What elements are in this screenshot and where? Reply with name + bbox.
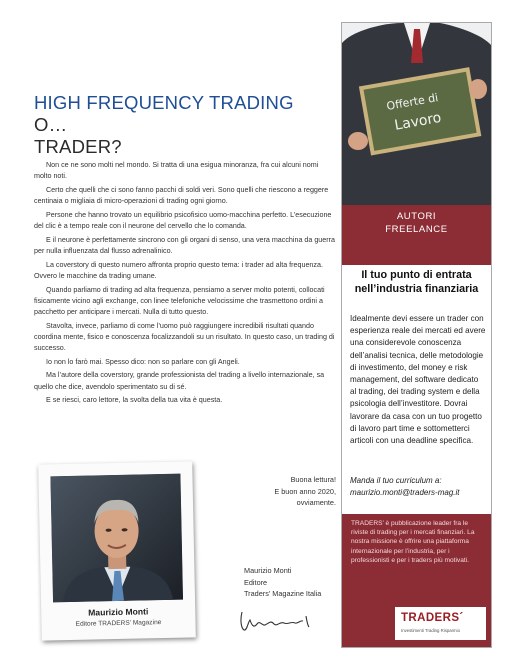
handwritten-signature <box>238 606 318 636</box>
ad-heading <box>348 268 485 296</box>
ad-heading-line2: nell’industria finanziaria <box>354 283 479 295</box>
article-paragraph: Quando parliamo di trading ad alta frequenza, pensiamo a server molto potenti, collocati fisicamente vicino agli exchange, con linee telefoniche velocissime che trasmettono ordini a pacchetto per anticipare i mercati. Nulla di tutto questo. <box>34 285 325 316</box>
signoff <box>240 474 336 509</box>
ad-heading-line1: Il tuo punto di entrata <box>361 269 472 281</box>
cta-label: Manda il tuo curriculum a: <box>350 476 442 485</box>
article-paragraph: Certo che quelli che ci sono fanno pacchi di soldi veri. Sono quelli che riescono a reggere centinaia o migliaia di micro-operazioni di trading ogni giorno. <box>34 185 329 206</box>
ad-cta <box>350 475 486 498</box>
article-paragraph: Non ce ne sono molti nel mondo. Si tratta di una esigua minoranza, fra cui alcuni nomi molto noti. <box>34 161 319 181</box>
article-body <box>34 160 337 409</box>
article-paragraph: Ma l’autore della coverstory, grande professionista del trading a livello internazionale, sa quello che dice, avendolo sperimentato su di sé. <box>34 371 325 391</box>
headline-highlight: HIGH FREQUENCY TRADING <box>34 92 294 113</box>
ad-photo <box>342 23 491 205</box>
ad-band <box>342 205 491 265</box>
headline-rest: O… <box>34 114 68 135</box>
photo-caption-role: Editore TRADERS’ Magazine <box>75 619 162 628</box>
headline-line2: TRADER? <box>34 136 122 157</box>
traders-logo <box>395 607 486 640</box>
traders-logo-tagline: Investimenti Trading Risparmio <box>401 628 460 633</box>
article-headline <box>34 92 324 158</box>
author-block <box>244 565 354 600</box>
ad-footer <box>342 514 491 647</box>
article-paragraph: Persone che hanno trovato un equilibrio psicofisico uomo-macchina perfetto. L’esecuzione del clic è a tempo reale con il neurone del cervello che lo comanda. <box>34 210 332 231</box>
job-ad <box>341 22 492 648</box>
article-paragraph: La coverstory di questo numero affronta proprio questo tema: i trader ad alta frequenza. Ovvero le macchine da trading umane. <box>34 260 323 280</box>
author-photo-card <box>38 461 196 640</box>
ad-footer-text: TRADERS’ è pubblicazione leader fra le riviste di trading per i mercati finanziari. La nostra missione è offrire una piattaforma internazionale per l’industria, per i professionisti e per i traders più motivati. <box>351 520 475 564</box>
cta-email-link[interactable]: maurizio.monti@traders-mag.it <box>350 487 460 497</box>
article-paragraph: E se riesci, caro lettore, la svolta della tua vita è questa. <box>46 396 223 405</box>
signoff-line: Buona lettura! <box>290 475 336 484</box>
author-role: Editore <box>244 577 268 587</box>
article-paragraph: Io non lo farò mai. Spesso dico: non so parlare con gli Angeli. <box>46 357 240 366</box>
author-publication: Traders’ Magazine Italia <box>244 589 322 598</box>
band-title-line1: AUTORI <box>396 211 437 222</box>
board-line2: Lavoro <box>393 109 443 134</box>
ad-body: Idealmente devi essere un trader con esperienza reale dei mercati ed avere una considerevole conoscenza dell’analisi tecnica, delle metodologie di investimento, del money e risk management, del software dedicato al trading, dei trading system e della psicologia dell’investitore. Dovrai lavorare da casa con un tuo progetto di lavoro part time e sottometterci articoli con una deadline specifica. <box>350 314 486 446</box>
article-paragraph: E il neurone è perfettamente sincrono con gli organi di senso, una vera macchina da guerra per nulla influenzata dal flusso adrenalinico. <box>34 235 335 255</box>
traders-logo-text: TRADERS´ <box>401 612 464 624</box>
author-photo <box>50 474 183 603</box>
signoff-line: E buon anno 2020, <box>274 486 336 496</box>
author-name: Maurizio Monti <box>244 566 292 575</box>
band-title-line2: FREELANCE <box>385 224 448 235</box>
article-paragraph: Stavolta, invece, parliamo di come l’uomo può raggiungere incredibili risultati quando coordina mente, fisico e conoscenza focalizzandoli su un risultato. In questo caso, un trading di successo. <box>34 321 335 353</box>
signoff-line: ovviamente. <box>296 498 336 507</box>
board-line1: Offerte di <box>385 91 440 113</box>
photo-caption-name: Maurizio Monti <box>88 606 149 618</box>
